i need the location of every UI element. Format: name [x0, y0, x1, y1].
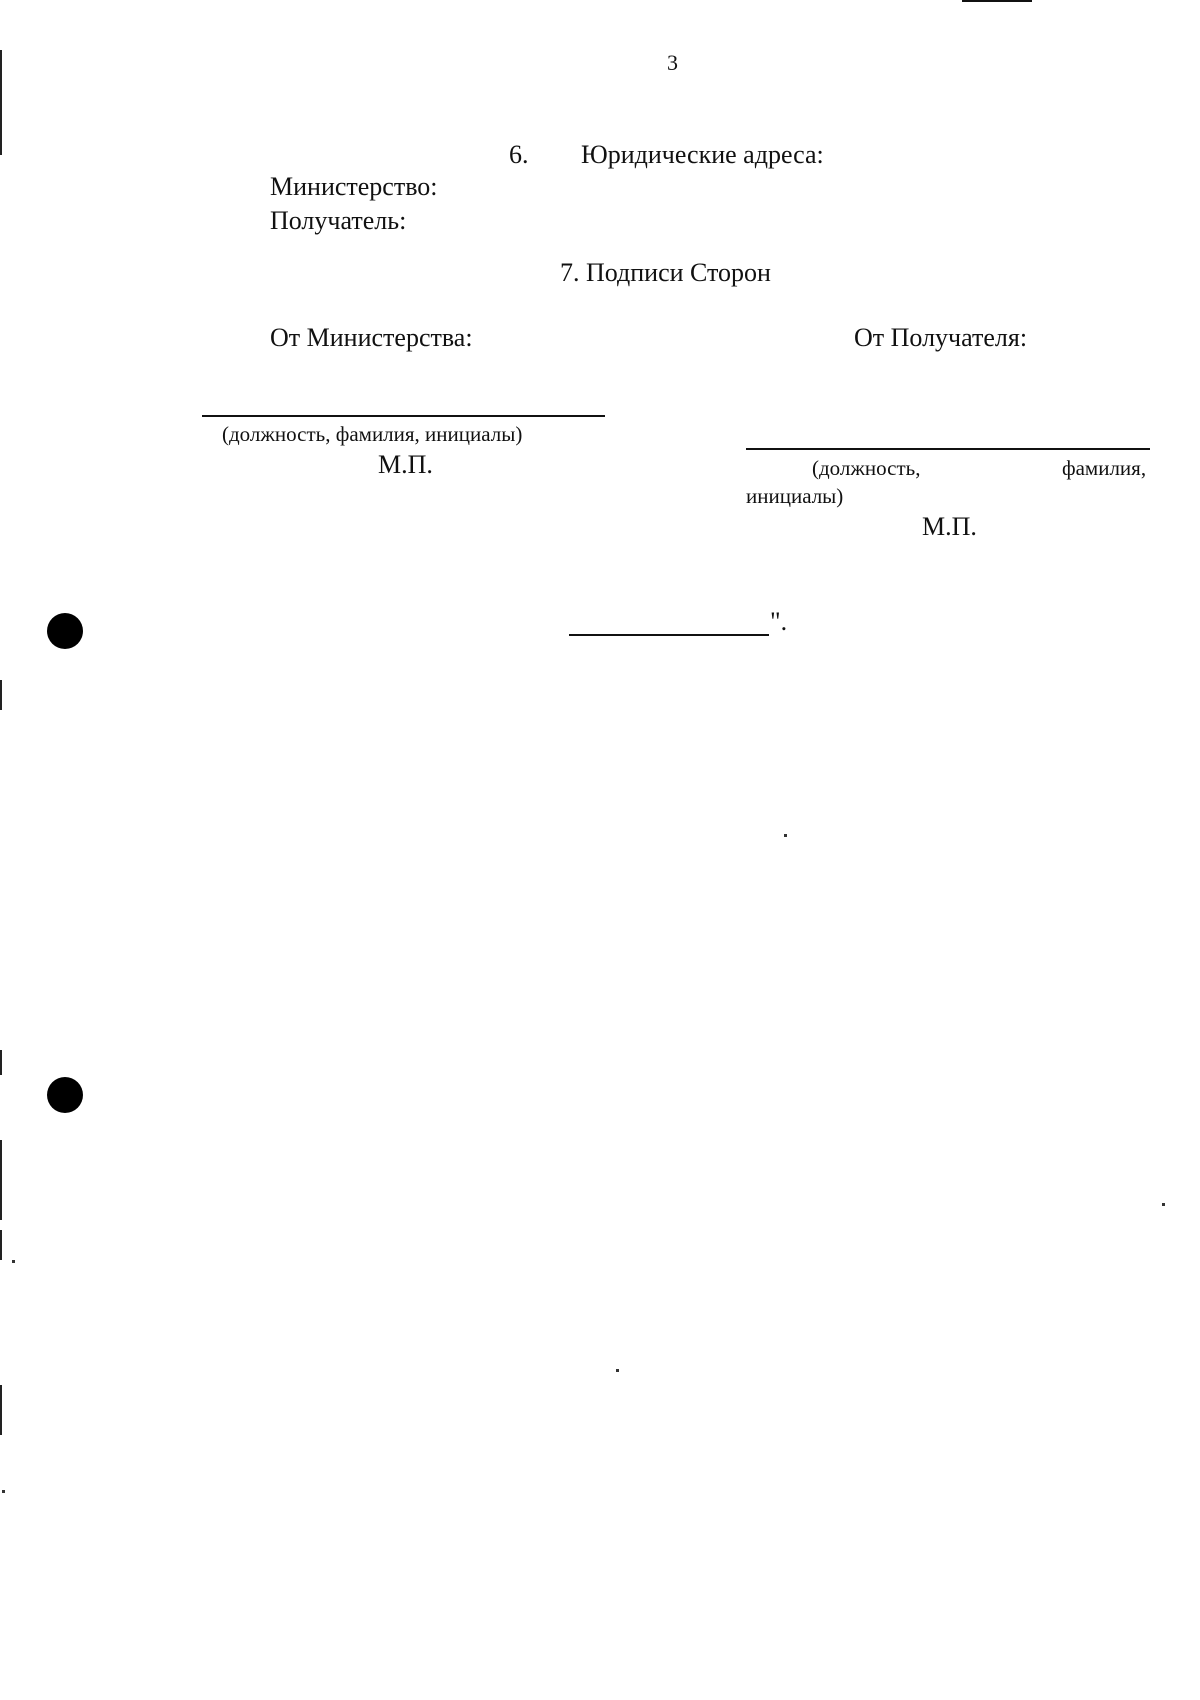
scan-mark-top — [962, 0, 1032, 2]
punch-hole — [47, 1077, 83, 1113]
scan-edge-mark — [0, 1385, 2, 1435]
ministry-signature-caption: (должность, фамилия, инициалы) — [222, 422, 523, 446]
scan-speck — [784, 834, 787, 837]
punch-hole — [47, 613, 83, 649]
recipient-signature-heading: От Получателя: — [854, 323, 1028, 352]
scan-speck — [616, 1369, 619, 1372]
scan-speck — [1162, 1203, 1165, 1206]
recipient-seal-label: М.П. — [922, 512, 977, 541]
recipient-address-label: Получатель: — [270, 206, 407, 235]
ministry-signature-heading: От Министерства: — [270, 323, 473, 352]
scan-edge-mark — [0, 1230, 2, 1260]
ministry-signature-line — [202, 415, 605, 417]
recipient-caption-part1: (должность, — [812, 456, 921, 480]
closing-quote-mark: ". — [770, 607, 788, 636]
scan-edge-mark — [0, 1140, 2, 1220]
scan-edge-mark — [0, 1050, 2, 1075]
scan-speck — [2, 1490, 5, 1493]
section-6-title: Юридические адреса: — [581, 140, 824, 169]
recipient-caption-part3: инициалы) — [746, 484, 844, 508]
scan-speck — [12, 1260, 15, 1263]
ministry-address-label: Министерство: — [270, 172, 438, 201]
closing-blank-line — [569, 634, 769, 636]
section-7-title: 7. Подписи Сторон — [560, 258, 771, 287]
scan-edge-mark — [0, 50, 2, 155]
recipient-caption-part2: фамилия, — [1062, 456, 1147, 480]
scan-edge-mark — [0, 680, 2, 710]
section-6-number: 6. — [509, 140, 529, 169]
page-number: 3 — [667, 50, 678, 75]
recipient-signature-line — [746, 448, 1150, 450]
ministry-seal-label: М.П. — [378, 450, 433, 479]
